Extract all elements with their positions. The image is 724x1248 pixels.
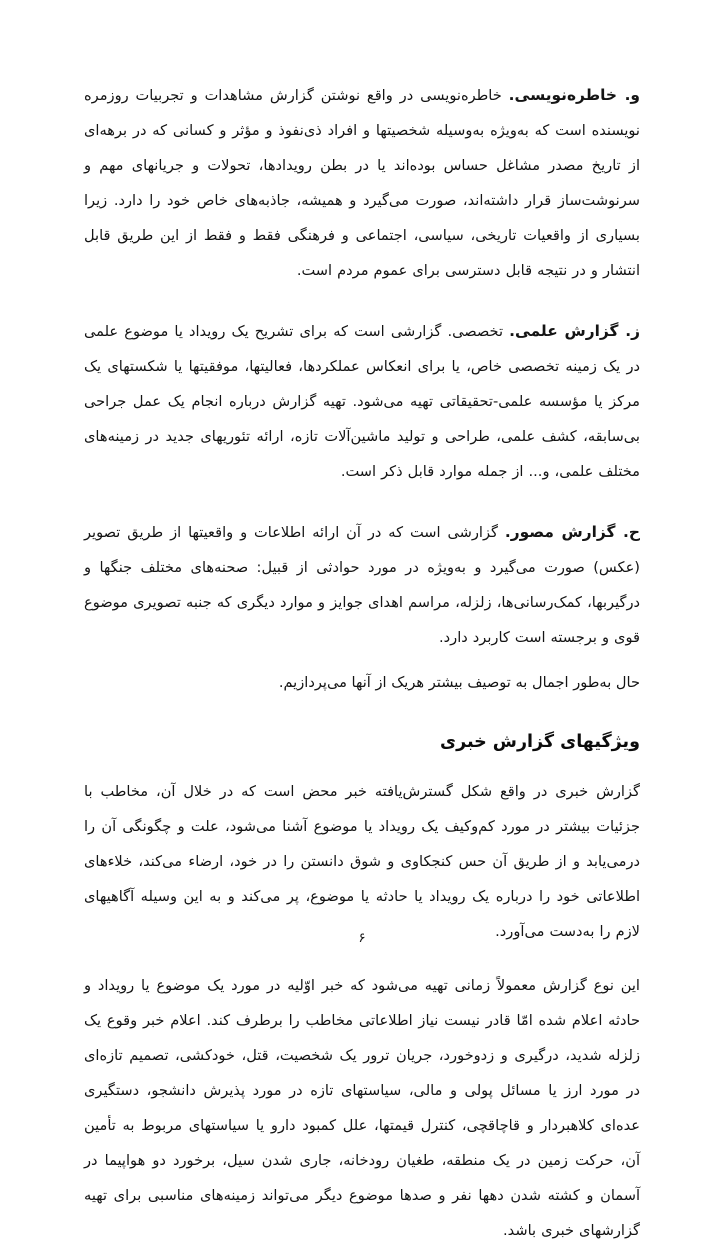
page-content xyxy=(84,78,640,1248)
lead-in-illustrated-report: ح. گزارش مصور. xyxy=(504,523,640,541)
closing-line: حال به‌طور اجمال به توصیف بیشتر هریک از آنها می‌پردازیم. xyxy=(278,674,640,691)
body-scientific-report: تخصصی. گزارشی است که برای تشریح یک رویداد یا موضوع علمی در یک زمینه تخصصی خاص، یا برای انعکاس عملکردها، فعالیتها، موفقیتها یا شکستهای یک مرکز یا مؤسسه علمی-تحقیقاتی تهیه می‌شود. تهیه گزارش درباره انجام یک عمل جراحی بی‌سابقه، کشف علمی، طراحی و تولید ماشین‌آلات تازه، ارائه تئوریهای جدید در زمینه‌های مختلف علمی، و... از جمله موارد قابل ذکر است. xyxy=(84,323,640,480)
paragraph-news-report-definition: گزارش خبری در واقع شکل گسترش‌یافته خبر محض است که در خلال آن، مخاطب با جزئیات بیشتر در مورد کم‌وکیف یک رویداد یا موضوع آشنا می‌شود، علت و چگونگی آن را درمی‌یابد و از طریق آن حس کنجکاوی و شوق دانستن را در خود، ارضاء می‌کند، خلاءهای اطلاعاتی خود را درباره یک رویداد یا حادثه یا موضوع، پر می‌کند و به این وسیله آگاهیهای لازم را به‌دست می‌آورد. xyxy=(84,783,640,940)
body-illustrated-report: گزارشی است که در آن ارائه اطلاعات و واقعیتها از طریق تصویر (عکس) صورت می‌گیرد و به‌ویژه در مورد حوادثی از قبیل: صحنه‌های مختلف جنگها و درگیربها، کمک‌رسانی‌ها، زلزله، مراسم اهدای جوایز و موارد دیگری که جنبه تصویری موضوع قوی و برجسته است کاربرد دارد. xyxy=(84,524,640,646)
paragraph-illustrated-report xyxy=(84,515,640,655)
body-memoir-writing: خاطره‌نویسی در واقع نوشتن گزارش مشاهدات و تجربیات روزمره نویسنده است که به‌ویژه به‌وسیله شخصیتها و افراد ذی‌نفوذ و مؤثر و کسانی که در برهه‌ای از تاریخ مصدر مشاغل حساس بوده‌اند یا در بطن رویدادها، تحولات و جریانهای مهم و سرنوشت‌ساز قرار داشته‌اند، صورت می‌گیرد و همیشه، جاذبه‌های خاص خود را دارد. زیرا بسیاری از واقعیات تاریخی، سیاسی، اجتماعی و فرهنگی فقط و فقط از این طریق قابل انتشار و در نتیجه قابل دسترسی برای عموم مردم است. xyxy=(84,87,640,279)
paragraph-scientific-report xyxy=(84,314,640,489)
paragraph-memoir-writing xyxy=(84,78,640,288)
section-heading-news-report-features: ویژگیهای گزارش خبری xyxy=(440,732,640,752)
paragraph-news-report-examples: این نوع گزارش معمولاً زمانی تهیه می‌شود که خبر اوّلیه در مورد یک موضوع یا رویداد و حادثه اعلام شده امّا قادر نیست نیاز اطلاعاتی مخاطب را برطرف کند. اعلام خبر وقوع یک زلزله شدید، درگیری و زدوخورد، جریان ترور یک شخصیت، قتل، خودکشی، تصمیم تازه‌ای در مورد ارز یا مسائل پولی و مالی، سیاستهای تازه در مورد پذیرش دانشجو، دستگیری عده‌ای کلاهبردار و قاچاقچی، کنترل قیمتها، علل کمبود دارو یا سیاستهای مربوط به تأمین آن، حرکت زمین در یک منطقه، طغیان رودخانه، جاری شدن سیل، برخورد دو هواپیما در آسمان و کشته شدن دهها نفر و صدها موضوع دیگر می‌تواند زمینه‌های مناسبی برای تهیه گزارشهای خبری باشد. xyxy=(84,977,640,1239)
paragraph-spacer xyxy=(84,508,640,515)
lead-in-memoir-writing: و. خاطره‌نویسی. xyxy=(508,86,640,104)
paragraph-spacer xyxy=(84,307,640,314)
lead-in-scientific-report: ز. گزارش علمی. xyxy=(509,322,640,340)
page-number: ۶ xyxy=(358,930,366,946)
